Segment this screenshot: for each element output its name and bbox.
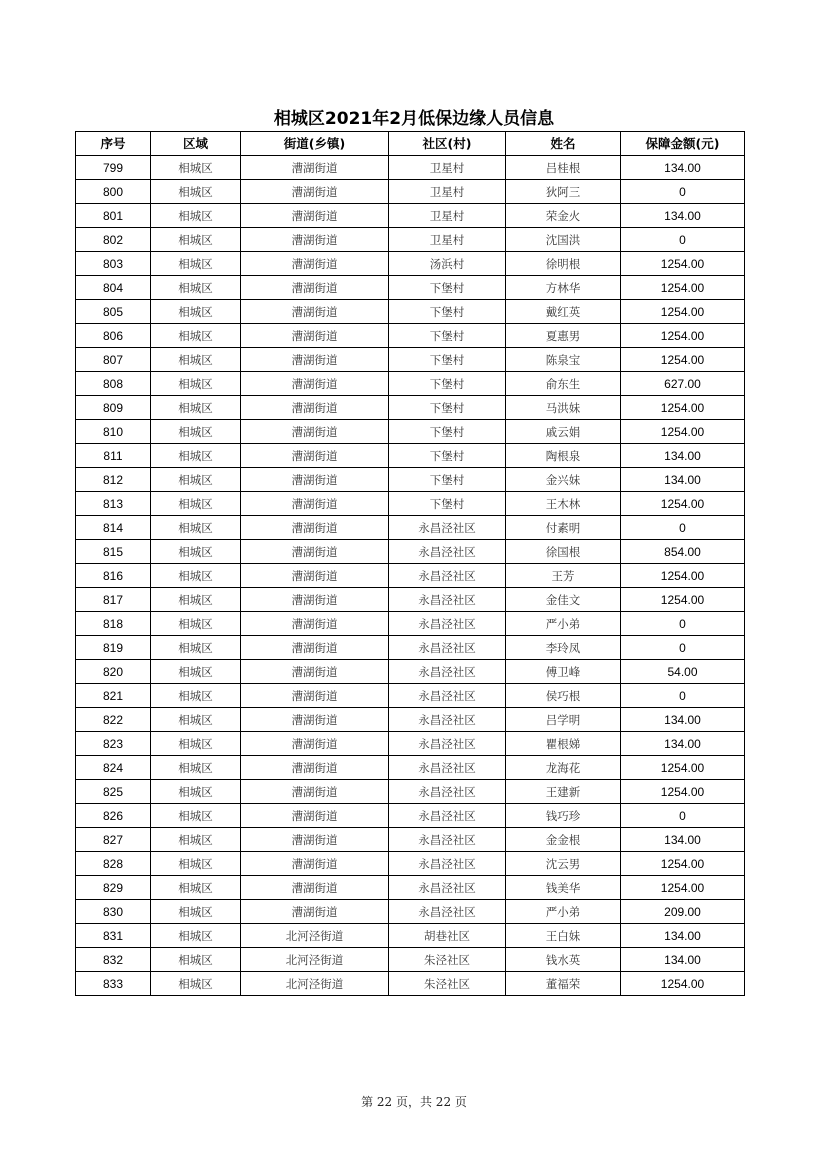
cell-street: 漕湖街道 <box>241 420 389 444</box>
cell-name: 王芳 <box>506 564 621 588</box>
cell-street: 漕湖街道 <box>241 228 389 252</box>
cell-community: 永昌泾社区 <box>389 684 506 708</box>
cell-name: 狄阿三 <box>506 180 621 204</box>
cell-community: 永昌泾社区 <box>389 852 506 876</box>
cell-amount: 134.00 <box>621 828 745 852</box>
table-body <box>76 156 745 996</box>
cell-street: 漕湖街道 <box>241 324 389 348</box>
cell-community: 永昌泾社区 <box>389 564 506 588</box>
cell-community: 永昌泾社区 <box>389 540 506 564</box>
cell-community: 汤浜村 <box>389 252 506 276</box>
cell-index: 805 <box>76 300 151 324</box>
cell-amount: 0 <box>621 684 745 708</box>
cell-index: 807 <box>76 348 151 372</box>
cell-index: 820 <box>76 660 151 684</box>
cell-name: 瞿根娣 <box>506 732 621 756</box>
cell-name: 王建新 <box>506 780 621 804</box>
cell-name: 严小弟 <box>506 900 621 924</box>
table-row <box>76 204 745 228</box>
cell-community: 下堡村 <box>389 444 506 468</box>
cell-name: 李玲凤 <box>506 636 621 660</box>
cell-index: 822 <box>76 708 151 732</box>
cell-name: 沈云男 <box>506 852 621 876</box>
cell-district: 相城区 <box>151 420 241 444</box>
cell-community: 朱泾社区 <box>389 972 506 996</box>
cell-street: 漕湖街道 <box>241 180 389 204</box>
cell-street: 漕湖街道 <box>241 900 389 924</box>
cell-community: 永昌泾社区 <box>389 756 506 780</box>
cell-community: 下堡村 <box>389 492 506 516</box>
cell-amount: 134.00 <box>621 204 745 228</box>
table-row <box>76 324 745 348</box>
cell-index: 825 <box>76 780 151 804</box>
cell-name: 龙海花 <box>506 756 621 780</box>
cell-street: 漕湖街道 <box>241 276 389 300</box>
cell-district: 相城区 <box>151 924 241 948</box>
cell-amount: 1254.00 <box>621 756 745 780</box>
column-header-amount: 保障金额(元) <box>621 132 745 156</box>
cell-amount: 1254.00 <box>621 396 745 420</box>
table-row <box>76 420 745 444</box>
cell-district: 相城区 <box>151 444 241 468</box>
cell-district: 相城区 <box>151 348 241 372</box>
table-row <box>76 372 745 396</box>
cell-street: 漕湖街道 <box>241 636 389 660</box>
cell-community: 永昌泾社区 <box>389 804 506 828</box>
cell-amount: 0 <box>621 636 745 660</box>
cell-amount: 1254.00 <box>621 564 745 588</box>
cell-community: 永昌泾社区 <box>389 612 506 636</box>
cell-district: 相城区 <box>151 804 241 828</box>
cell-district: 相城区 <box>151 828 241 852</box>
cell-name: 侯巧根 <box>506 684 621 708</box>
cell-index: 801 <box>76 204 151 228</box>
cell-district: 相城区 <box>151 540 241 564</box>
cell-district: 相城区 <box>151 228 241 252</box>
cell-amount: 134.00 <box>621 468 745 492</box>
table-row <box>76 780 745 804</box>
cell-district: 相城区 <box>151 180 241 204</box>
cell-index: 806 <box>76 324 151 348</box>
cell-street: 漕湖街道 <box>241 300 389 324</box>
table-row <box>76 660 745 684</box>
cell-district: 相城区 <box>151 324 241 348</box>
cell-index: 804 <box>76 276 151 300</box>
cell-community: 下堡村 <box>389 396 506 420</box>
cell-index: 799 <box>76 156 151 180</box>
cell-district: 相城区 <box>151 732 241 756</box>
cell-district: 相城区 <box>151 660 241 684</box>
cell-name: 金兴妹 <box>506 468 621 492</box>
cell-name: 陈泉宝 <box>506 348 621 372</box>
cell-index: 802 <box>76 228 151 252</box>
cell-community: 下堡村 <box>389 372 506 396</box>
cell-amount: 627.00 <box>621 372 745 396</box>
table-row <box>76 852 745 876</box>
page-title: 相城区2021年2月低保边缘人员信息 <box>273 109 555 129</box>
cell-street: 北河泾街道 <box>241 924 389 948</box>
cell-community: 下堡村 <box>389 276 506 300</box>
cell-amount: 1254.00 <box>621 492 745 516</box>
cell-name: 董福荣 <box>506 972 621 996</box>
cell-amount: 1254.00 <box>621 780 745 804</box>
cell-amount: 134.00 <box>621 924 745 948</box>
cell-street: 漕湖街道 <box>241 612 389 636</box>
cell-street: 漕湖街道 <box>241 780 389 804</box>
cell-amount: 1254.00 <box>621 252 745 276</box>
cell-street: 漕湖街道 <box>241 804 389 828</box>
cell-street: 北河泾街道 <box>241 948 389 972</box>
cell-index: 821 <box>76 684 151 708</box>
cell-name: 钱水英 <box>506 948 621 972</box>
cell-name: 戴红英 <box>506 300 621 324</box>
cell-index: 819 <box>76 636 151 660</box>
cell-district: 相城区 <box>151 852 241 876</box>
cell-street: 漕湖街道 <box>241 372 389 396</box>
cell-index: 833 <box>76 972 151 996</box>
cell-street: 漕湖街道 <box>241 852 389 876</box>
cell-district: 相城区 <box>151 948 241 972</box>
cell-community: 永昌泾社区 <box>389 876 506 900</box>
cell-street: 漕湖街道 <box>241 540 389 564</box>
table-row <box>76 180 745 204</box>
cell-community: 永昌泾社区 <box>389 636 506 660</box>
cell-street: 漕湖街道 <box>241 732 389 756</box>
cell-index: 803 <box>76 252 151 276</box>
cell-amount: 134.00 <box>621 708 745 732</box>
cell-index: 828 <box>76 852 151 876</box>
cell-index: 813 <box>76 492 151 516</box>
cell-district: 相城区 <box>151 276 241 300</box>
cell-community: 下堡村 <box>389 420 506 444</box>
cell-community: 永昌泾社区 <box>389 660 506 684</box>
cell-district: 相城区 <box>151 396 241 420</box>
table-row <box>76 564 745 588</box>
cell-amount: 1254.00 <box>621 852 745 876</box>
cell-index: 811 <box>76 444 151 468</box>
table-header-row <box>76 132 745 156</box>
cell-community: 永昌泾社区 <box>389 780 506 804</box>
cell-community: 卫星村 <box>389 180 506 204</box>
cell-street: 漕湖街道 <box>241 252 389 276</box>
cell-amount: 1254.00 <box>621 588 745 612</box>
cell-name: 王木林 <box>506 492 621 516</box>
cell-street: 漕湖街道 <box>241 516 389 540</box>
cell-district: 相城区 <box>151 900 241 924</box>
cell-name: 陶根泉 <box>506 444 621 468</box>
cell-district: 相城区 <box>151 492 241 516</box>
cell-street: 漕湖街道 <box>241 156 389 180</box>
table-row <box>76 972 745 996</box>
cell-index: 831 <box>76 924 151 948</box>
cell-name: 方林华 <box>506 276 621 300</box>
cell-amount: 1254.00 <box>621 324 745 348</box>
cell-index: 832 <box>76 948 151 972</box>
cell-community: 永昌泾社区 <box>389 732 506 756</box>
cell-community: 卫星村 <box>389 228 506 252</box>
table-row <box>76 444 745 468</box>
cell-community: 卫星村 <box>389 156 506 180</box>
cell-street: 漕湖街道 <box>241 444 389 468</box>
table-row <box>76 708 745 732</box>
column-header-district: 区域 <box>151 132 241 156</box>
table-row <box>76 540 745 564</box>
cell-street: 漕湖街道 <box>241 492 389 516</box>
cell-amount: 854.00 <box>621 540 745 564</box>
cell-district: 相城区 <box>151 684 241 708</box>
table-row <box>76 876 745 900</box>
cell-street: 漕湖街道 <box>241 396 389 420</box>
cell-community: 永昌泾社区 <box>389 828 506 852</box>
table-row <box>76 828 745 852</box>
cell-district: 相城区 <box>151 372 241 396</box>
cell-community: 下堡村 <box>389 300 506 324</box>
cell-amount: 0 <box>621 804 745 828</box>
cell-index: 810 <box>76 420 151 444</box>
cell-amount: 0 <box>621 180 745 204</box>
cell-district: 相城区 <box>151 564 241 588</box>
table-row <box>76 396 745 420</box>
cell-name: 荣金火 <box>506 204 621 228</box>
cell-index: 827 <box>76 828 151 852</box>
cell-name: 傅卫峰 <box>506 660 621 684</box>
table-row <box>76 948 745 972</box>
cell-index: 826 <box>76 804 151 828</box>
data-table <box>75 131 745 996</box>
cell-street: 漕湖街道 <box>241 684 389 708</box>
cell-district: 相城区 <box>151 780 241 804</box>
cell-district: 相城区 <box>151 468 241 492</box>
cell-street: 漕湖街道 <box>241 564 389 588</box>
cell-community: 永昌泾社区 <box>389 708 506 732</box>
table-row <box>76 156 745 180</box>
cell-community: 胡巷社区 <box>389 924 506 948</box>
cell-community: 朱泾社区 <box>389 948 506 972</box>
cell-amount: 134.00 <box>621 732 745 756</box>
table-row <box>76 756 745 780</box>
cell-name: 金佳文 <box>506 588 621 612</box>
table-row <box>76 636 745 660</box>
table-row <box>76 588 745 612</box>
table-row <box>76 300 745 324</box>
cell-amount: 54.00 <box>621 660 745 684</box>
cell-community: 下堡村 <box>389 324 506 348</box>
cell-amount: 134.00 <box>621 444 745 468</box>
table-row <box>76 348 745 372</box>
cell-amount: 0 <box>621 516 745 540</box>
table-row <box>76 252 745 276</box>
cell-name: 俞东生 <box>506 372 621 396</box>
cell-amount: 1254.00 <box>621 348 745 372</box>
cell-district: 相城区 <box>151 612 241 636</box>
cell-index: 816 <box>76 564 151 588</box>
cell-index: 830 <box>76 900 151 924</box>
cell-district: 相城区 <box>151 516 241 540</box>
cell-index: 817 <box>76 588 151 612</box>
cell-name: 吕桂根 <box>506 156 621 180</box>
table-row <box>76 468 745 492</box>
cell-community: 下堡村 <box>389 468 506 492</box>
cell-district: 相城区 <box>151 972 241 996</box>
cell-index: 818 <box>76 612 151 636</box>
cell-district: 相城区 <box>151 204 241 228</box>
cell-name: 严小弟 <box>506 612 621 636</box>
table-row <box>76 924 745 948</box>
cell-community: 永昌泾社区 <box>389 900 506 924</box>
cell-district: 相城区 <box>151 756 241 780</box>
column-header-index: 序号 <box>76 132 151 156</box>
cell-name: 钱巧珍 <box>506 804 621 828</box>
cell-amount: 134.00 <box>621 948 745 972</box>
page-footer: 第 22 页，共 22 页 <box>361 1095 467 1109</box>
table-row <box>76 492 745 516</box>
cell-index: 800 <box>76 180 151 204</box>
column-header-community: 社区(村) <box>389 132 506 156</box>
cell-community: 卫星村 <box>389 204 506 228</box>
table-row <box>76 516 745 540</box>
cell-district: 相城区 <box>151 708 241 732</box>
cell-district: 相城区 <box>151 300 241 324</box>
cell-amount: 0 <box>621 612 745 636</box>
cell-amount: 134.00 <box>621 156 745 180</box>
cell-street: 漕湖街道 <box>241 756 389 780</box>
cell-name: 徐国根 <box>506 540 621 564</box>
cell-street: 漕湖街道 <box>241 468 389 492</box>
cell-name: 吕学明 <box>506 708 621 732</box>
cell-index: 823 <box>76 732 151 756</box>
cell-amount: 1254.00 <box>621 276 745 300</box>
cell-index: 809 <box>76 396 151 420</box>
cell-index: 815 <box>76 540 151 564</box>
cell-street: 漕湖街道 <box>241 588 389 612</box>
cell-community: 永昌泾社区 <box>389 516 506 540</box>
cell-street: 漕湖街道 <box>241 204 389 228</box>
cell-index: 814 <box>76 516 151 540</box>
cell-name: 戚云娟 <box>506 420 621 444</box>
cell-index: 829 <box>76 876 151 900</box>
cell-name: 王白妹 <box>506 924 621 948</box>
cell-district: 相城区 <box>151 156 241 180</box>
cell-street: 漕湖街道 <box>241 708 389 732</box>
cell-index: 812 <box>76 468 151 492</box>
cell-name: 金金根 <box>506 828 621 852</box>
cell-amount: 0 <box>621 228 745 252</box>
cell-street: 漕湖街道 <box>241 348 389 372</box>
table-row <box>76 900 745 924</box>
cell-street: 漕湖街道 <box>241 828 389 852</box>
cell-name: 钱美华 <box>506 876 621 900</box>
cell-name: 马洪妹 <box>506 396 621 420</box>
table-row <box>76 732 745 756</box>
table-row <box>76 228 745 252</box>
column-header-name: 姓名 <box>506 132 621 156</box>
cell-name: 徐明根 <box>506 252 621 276</box>
cell-amount: 1254.00 <box>621 420 745 444</box>
cell-index: 824 <box>76 756 151 780</box>
cell-community: 下堡村 <box>389 348 506 372</box>
column-header-street: 街道(乡镇) <box>241 132 389 156</box>
table-row <box>76 612 745 636</box>
cell-district: 相城区 <box>151 252 241 276</box>
cell-district: 相城区 <box>151 636 241 660</box>
cell-name: 付素明 <box>506 516 621 540</box>
cell-street: 漕湖街道 <box>241 660 389 684</box>
table-row <box>76 804 745 828</box>
cell-amount: 1254.00 <box>621 300 745 324</box>
cell-district: 相城区 <box>151 588 241 612</box>
cell-community: 永昌泾社区 <box>389 588 506 612</box>
cell-amount: 1254.00 <box>621 972 745 996</box>
table-row <box>76 684 745 708</box>
cell-amount: 1254.00 <box>621 876 745 900</box>
cell-street: 漕湖街道 <box>241 876 389 900</box>
cell-street: 北河泾街道 <box>241 972 389 996</box>
table-row <box>76 276 745 300</box>
cell-name: 夏惠男 <box>506 324 621 348</box>
cell-amount: 209.00 <box>621 900 745 924</box>
cell-name: 沈国洪 <box>506 228 621 252</box>
cell-district: 相城区 <box>151 876 241 900</box>
cell-index: 808 <box>76 372 151 396</box>
